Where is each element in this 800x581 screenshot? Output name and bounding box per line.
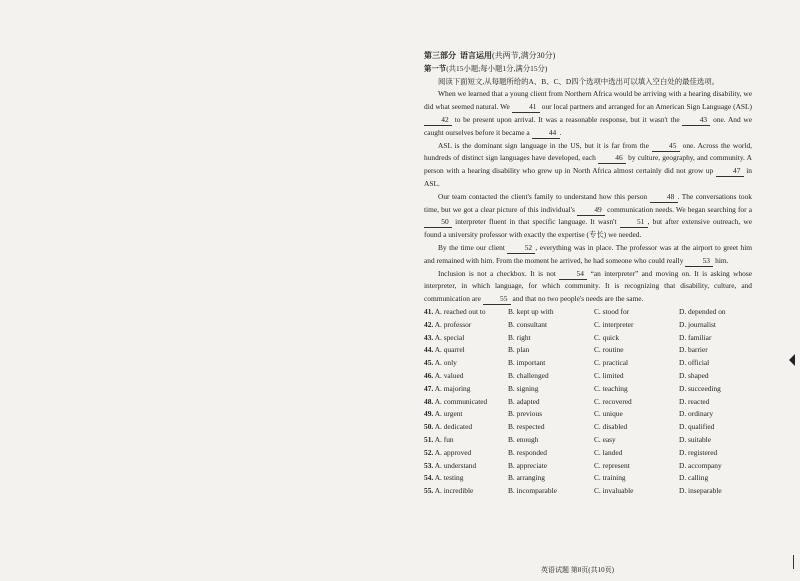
passage-text: one. Across the world, hundreds of distinct sign languages have developed, each [424,140,752,163]
option-c: C. training [594,473,626,483]
passage-paragraph [424,140,752,191]
passage [424,88,752,306]
option-a: A. dedicated [434,422,473,432]
passage-text: , but after extensive outreach, we found a university professor with exactly the expertise (专长) we needed. [424,217,752,240]
part-title: 第一节 [424,63,447,73]
option-a-cell [424,460,508,473]
option-b: B. adapted [508,396,540,406]
section-meta: (共两节,满分30分) [492,51,556,60]
option-row [424,383,752,396]
option-c: C. easy [594,434,616,444]
blank-46: 46 [598,153,626,164]
passage-paragraph [424,191,752,242]
blank-48: 48 [650,192,678,203]
passage-paragraph [424,88,752,139]
blank-52: 52 [507,243,535,254]
question-number: 49. [424,409,434,419]
option-a: A. urgent [434,409,463,419]
passage-text: Inclusion is not a checkbox. It is not [438,268,560,278]
option-c: C. unique [594,409,623,419]
option-c: C. quick [594,332,620,342]
passage-text: by culture, geography, and community. A person with a hearing disability who grew up in North Africa almost certainly did not grow up [424,153,752,176]
option-a-cell [424,319,508,332]
option-b: B. arranging [508,473,545,483]
option-c: C. invaluable [594,486,634,496]
option-a-cell [424,396,508,409]
option-c: C. teaching [594,383,628,393]
option-row [424,408,752,421]
exam-page [424,50,752,498]
passage-text: communication needs. We began searching for a [605,204,752,214]
option-row [424,396,752,409]
option-a-cell [424,344,508,357]
option-row [424,447,752,460]
question-number: 44. [424,345,434,355]
option-a: A. special [434,332,465,342]
option-c: C. practical [594,358,629,368]
passage-text: him. [713,255,729,265]
question-number: 48. [424,396,434,406]
option-a: A. only [434,358,457,368]
blank-50: 50 [424,217,452,228]
option-row [424,332,752,345]
option-a: A. fun [434,434,454,444]
option-b: B. enough [508,434,539,444]
option-d: D. reacted [679,396,710,406]
passage-text: Our team contacted the client's family to understand how this person [438,191,650,201]
section-title: 第三部分 [424,51,456,60]
blank-45: 45 [652,141,680,152]
part-heading [424,63,752,76]
option-a: A. communicated [434,396,488,406]
option-a: A. understand [434,460,477,470]
passage-text: interpreter fluent in that specific language. It wasn't [452,217,620,227]
blank-47: 47 [716,166,744,177]
option-b: B. responded [508,447,547,457]
options-table [424,306,752,498]
option-d: D. registered [679,447,718,457]
left-arrow-icon [789,354,795,366]
option-a-cell [424,370,508,383]
option-a-cell [424,472,508,485]
option-a-cell [424,447,508,460]
option-a: A. majoring [434,383,471,393]
passage-text: When we learned that a young client from Northern Africa would be arriving with a hearing disability, we did what seemed natural. We [424,89,752,112]
option-b: B. respected [508,422,545,432]
option-d: D. qualified [679,422,715,432]
option-b: B. important [508,358,546,368]
blank-51: 51 [620,217,648,228]
option-row [424,460,752,473]
question-number: 47. [424,383,434,393]
blank-53: 53 [685,256,713,267]
section-name: 语言运用 [460,51,492,60]
passage-text: in ASL. [424,166,752,188]
option-a: A. testing [434,473,464,483]
option-b: B. consultant [508,319,548,329]
option-d: D. official [679,358,710,368]
passage-text: and that no two people's needs are the same. [510,294,644,304]
option-row [424,421,752,434]
option-b: B. appreciate [508,460,547,470]
question-number: 53. [424,460,434,470]
option-a: A. professor [434,319,472,329]
option-c: C. interpreter [594,319,634,329]
option-a-cell [424,332,508,345]
option-a: A. quarrel [434,345,465,355]
passage-text: . [559,127,562,137]
option-c: C. represent [594,460,630,470]
option-d: D. journalist [679,319,716,329]
option-a-cell [424,383,508,396]
blank-54: 54 [559,269,587,280]
option-row [424,370,752,383]
option-b: B. previous [508,409,543,419]
option-c: C. stood for [594,306,630,316]
option-c: C. routine [594,345,624,355]
question-number: 54. [424,473,434,483]
option-row [424,344,752,357]
question-number: 45. [424,358,434,368]
blank-49: 49 [577,205,605,216]
option-a: A. incredible [434,486,474,496]
option-row [424,306,752,319]
option-row [424,434,752,447]
option-d: D. shaped [679,370,709,380]
option-a-cell [424,485,508,498]
option-d: D. calling [679,473,709,483]
passage-text: By the time our client [438,242,508,252]
passage-text: one. And we caught ourselves before it became a [424,114,752,137]
option-a-cell [424,306,508,319]
passage-text: ASL is the dominant sign language in the US, but it is far from the [438,140,652,150]
option-d: D. suitable [679,434,712,444]
option-c: C. disabled [594,422,628,432]
option-c: C. recovered [594,396,632,406]
option-d: D. depended on [679,306,726,316]
option-d: D. ordinary [679,409,714,419]
blank-41: 41 [512,102,540,113]
blank-42: 42 [424,115,452,126]
passage-text: “an interpreter” and moving on. It is asking whose interpreter, in which language, for which community. It is recognizing that disability, culture, and communication are [424,268,752,304]
passage-paragraph [424,242,752,268]
question-number: 46. [424,370,434,380]
option-c: C. limited [594,370,624,380]
question-number: 42. [424,319,434,329]
option-d: D. barrier [679,345,708,355]
question-number: 55. [424,486,434,496]
option-a: A. reached out to [434,306,486,316]
option-d: D. familiar [679,332,712,342]
passage-paragraph [424,268,752,306]
question-number: 41. [424,306,434,316]
option-a-cell [424,408,508,421]
question-number: 51. [424,434,434,444]
option-d: D. inseparable [679,486,722,496]
option-a: A. valued [434,370,464,380]
option-a-cell [424,421,508,434]
option-b: B. incomparable [508,486,557,496]
option-d: D. succeeding [679,383,721,393]
passage-text: our local partners and arranged for an American Sign Language (ASL) [539,102,753,112]
passage-text: . The conversations took time, but we got a clear picture of this individual's [424,191,752,214]
option-d: D. accompany [679,460,722,470]
option-b: B. kept up with [508,306,554,316]
option-row [424,485,752,498]
option-a-cell [424,357,508,370]
passage-text: to be present upon arrival. It was a reasonable response, but it wasn't the [452,114,683,124]
blank-44: 44 [532,128,560,139]
option-a: A. approved [434,447,472,457]
edge-mark [793,555,794,569]
blank-43: 43 [682,115,710,126]
option-row [424,357,752,370]
passage-text: , everything was in place. The professor was at the airport to greet him and remained with him. From the moment he arrived, he had someone who could really [424,242,752,265]
option-b: B. plan [508,345,530,355]
question-number: 43. [424,332,434,342]
page-footer: 英语试题 第8页(共10页) [541,566,614,574]
instruction: 阅读下面短文,从每题所给的A、B、C、D四个选项中选出可以填入空白处的最佳选项。 [438,76,720,86]
option-b: B. signing [508,383,539,393]
option-b: B. challenged [508,370,549,380]
option-c: C. landed [594,447,623,457]
option-row [424,472,752,485]
question-number: 52. [424,447,434,457]
question-number: 50. [424,422,434,432]
blank-55: 55 [483,294,511,305]
section-heading [424,50,752,63]
option-b: B. right [508,332,531,342]
option-a-cell [424,434,508,447]
option-row [424,319,752,332]
part-meta: (共15小题;每小题1分,满分15分) [446,63,548,73]
